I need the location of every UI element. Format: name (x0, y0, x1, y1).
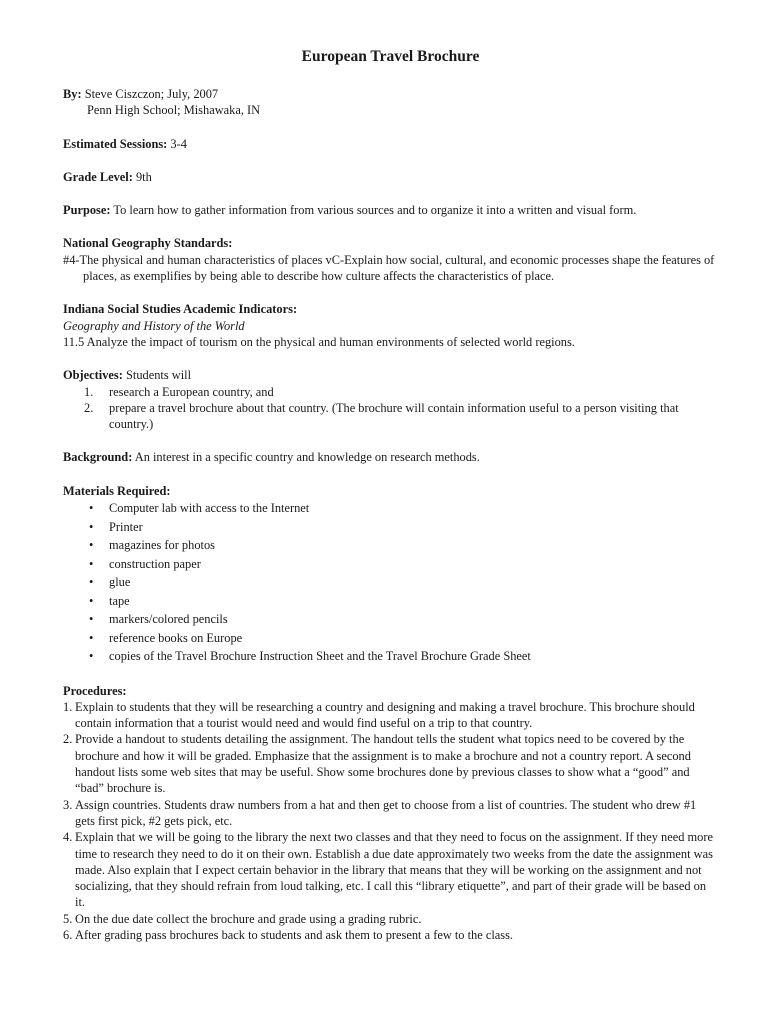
author-section (63, 86, 718, 119)
procedures-list (63, 699, 718, 943)
materials-section (63, 483, 718, 666)
purpose-label: Purpose: (63, 203, 111, 218)
list-item: • reference books on Europe (109, 629, 718, 648)
procedures-label: Procedures: (63, 683, 127, 698)
list-item: • copies of the Travel Brochure Instruction Sheet and the Travel Brochure Grade Sheet (109, 647, 718, 666)
list-item (84, 384, 718, 400)
objectives-section (63, 367, 718, 432)
list-item (63, 797, 718, 830)
objectives-list (63, 384, 718, 433)
background-section (63, 449, 718, 465)
objectives-intro: Students will (125, 368, 192, 383)
list-item (63, 911, 718, 927)
list-number: 4. (63, 830, 73, 845)
list-item: • magazines for photos (109, 536, 718, 555)
list-number: 1. (63, 699, 73, 714)
grade-section (63, 169, 718, 185)
indiana-section (63, 301, 718, 350)
grade-value: 9th (135, 169, 152, 184)
list-item: • glue (109, 573, 718, 592)
procedures-section (63, 683, 718, 944)
list-item: • markers/colored pencils (109, 610, 718, 629)
list-number: 2. (63, 732, 73, 747)
author-name: Steve Ciszczon; July, 2007 (84, 87, 219, 101)
indiana-text: 11.5 Analyze the impact of tourism on the physical and human environments of selected world regions. (63, 334, 575, 349)
sessions-label: Estimated Sessions: (63, 136, 168, 151)
ngs-label: National Geography Standards: (63, 236, 233, 251)
list-item-text: research a European country, and (109, 384, 274, 399)
purpose-value: To learn how to gather information from various sources and to organize it into a written and visual form. (113, 203, 637, 218)
list-item-text: On the due date collect the brochure and grade using a grading rubric. (75, 911, 422, 926)
materials-label: Materials Required: (63, 483, 171, 498)
list-item-text: Provide a handout to students detailing the assignment. The handout tells the student what topics need to be covered by the brochure and how it will be graded. Emphasize that the assignment is to make a brochure and not a country report. A second handout lists some web sites that may be useful. Show some brochures done by previous classes to show what a “good” and “bad” brochure is. (75, 732, 691, 796)
list-item-text: prepare a travel brochure about that country. (The brochure will contain information useful to a person visiting that country.) (109, 400, 679, 432)
document-page (63, 47, 718, 960)
background-label: Background: (63, 450, 133, 465)
indiana-label: Indiana Social Studies Academic Indicators: (63, 302, 298, 317)
list-item-text: After grading pass brochures back to students and ask them to present a few to the class. (75, 928, 514, 942)
list-number: 6. (63, 928, 73, 942)
list-item (63, 829, 718, 910)
author-school: Penn High School; Mishawaka, IN (87, 103, 261, 118)
sessions-value: 3-4 (170, 136, 187, 151)
list-number: 1. (84, 384, 94, 399)
list-item: • construction paper (109, 555, 718, 574)
list-item: • tape (109, 592, 718, 611)
sessions-section (63, 136, 718, 152)
list-item (63, 699, 718, 732)
list-item (63, 731, 718, 796)
ngs-text: #4-The physical and human characteristics of places vC-Explain how social, cultural, and economic processes shape the features of places, as exemplifies by being able to describe how culture affects the characteristics of place. (63, 252, 715, 284)
document-title: European Travel Brochure (301, 48, 480, 65)
ngs-section (63, 235, 718, 284)
materials-list (63, 499, 718, 666)
list-item (84, 400, 718, 433)
list-number: 3. (63, 797, 73, 812)
list-item-text: Explain that we will be going to the library the next two classes and that they need to focus on the assignment. If they need more time to research they need to do it on their own. Establish a due date approximately two weeks from the date the assignment was made. Also explain that I expect certain behavior in the library that means that they will be working on the assignment and not socializing, that they should refrain from loud talking, etc. I call this “library etiquette”, and part of their grade will be based on it. (75, 830, 713, 910)
list-item: • Printer (109, 518, 718, 537)
grade-label: Grade Level: (63, 169, 133, 184)
purpose-section (63, 202, 718, 218)
list-number: 2. (84, 400, 94, 415)
list-number: 5. (63, 911, 73, 926)
background-value: An interest in a specific country and knowledge on research methods. (134, 450, 480, 465)
list-item-text: Assign countries. Students draw numbers from a hat and then get to choose from a list of countries. The student who drew #1 gets first pick, #2 gets pick, etc. (75, 797, 697, 828)
list-item (63, 927, 718, 943)
by-label: By: (63, 87, 82, 101)
list-item: • Computer lab with access to the Internet (109, 499, 718, 518)
indiana-subtitle: Geography and History of the World (63, 318, 245, 333)
objectives-label: Objectives: (63, 368, 123, 383)
list-item-text: Explain to students that they will be researching a country and designing and making a travel brochure. This brochure should contain information that a tourist would need and would find useful on a trip to that country. (75, 699, 695, 731)
